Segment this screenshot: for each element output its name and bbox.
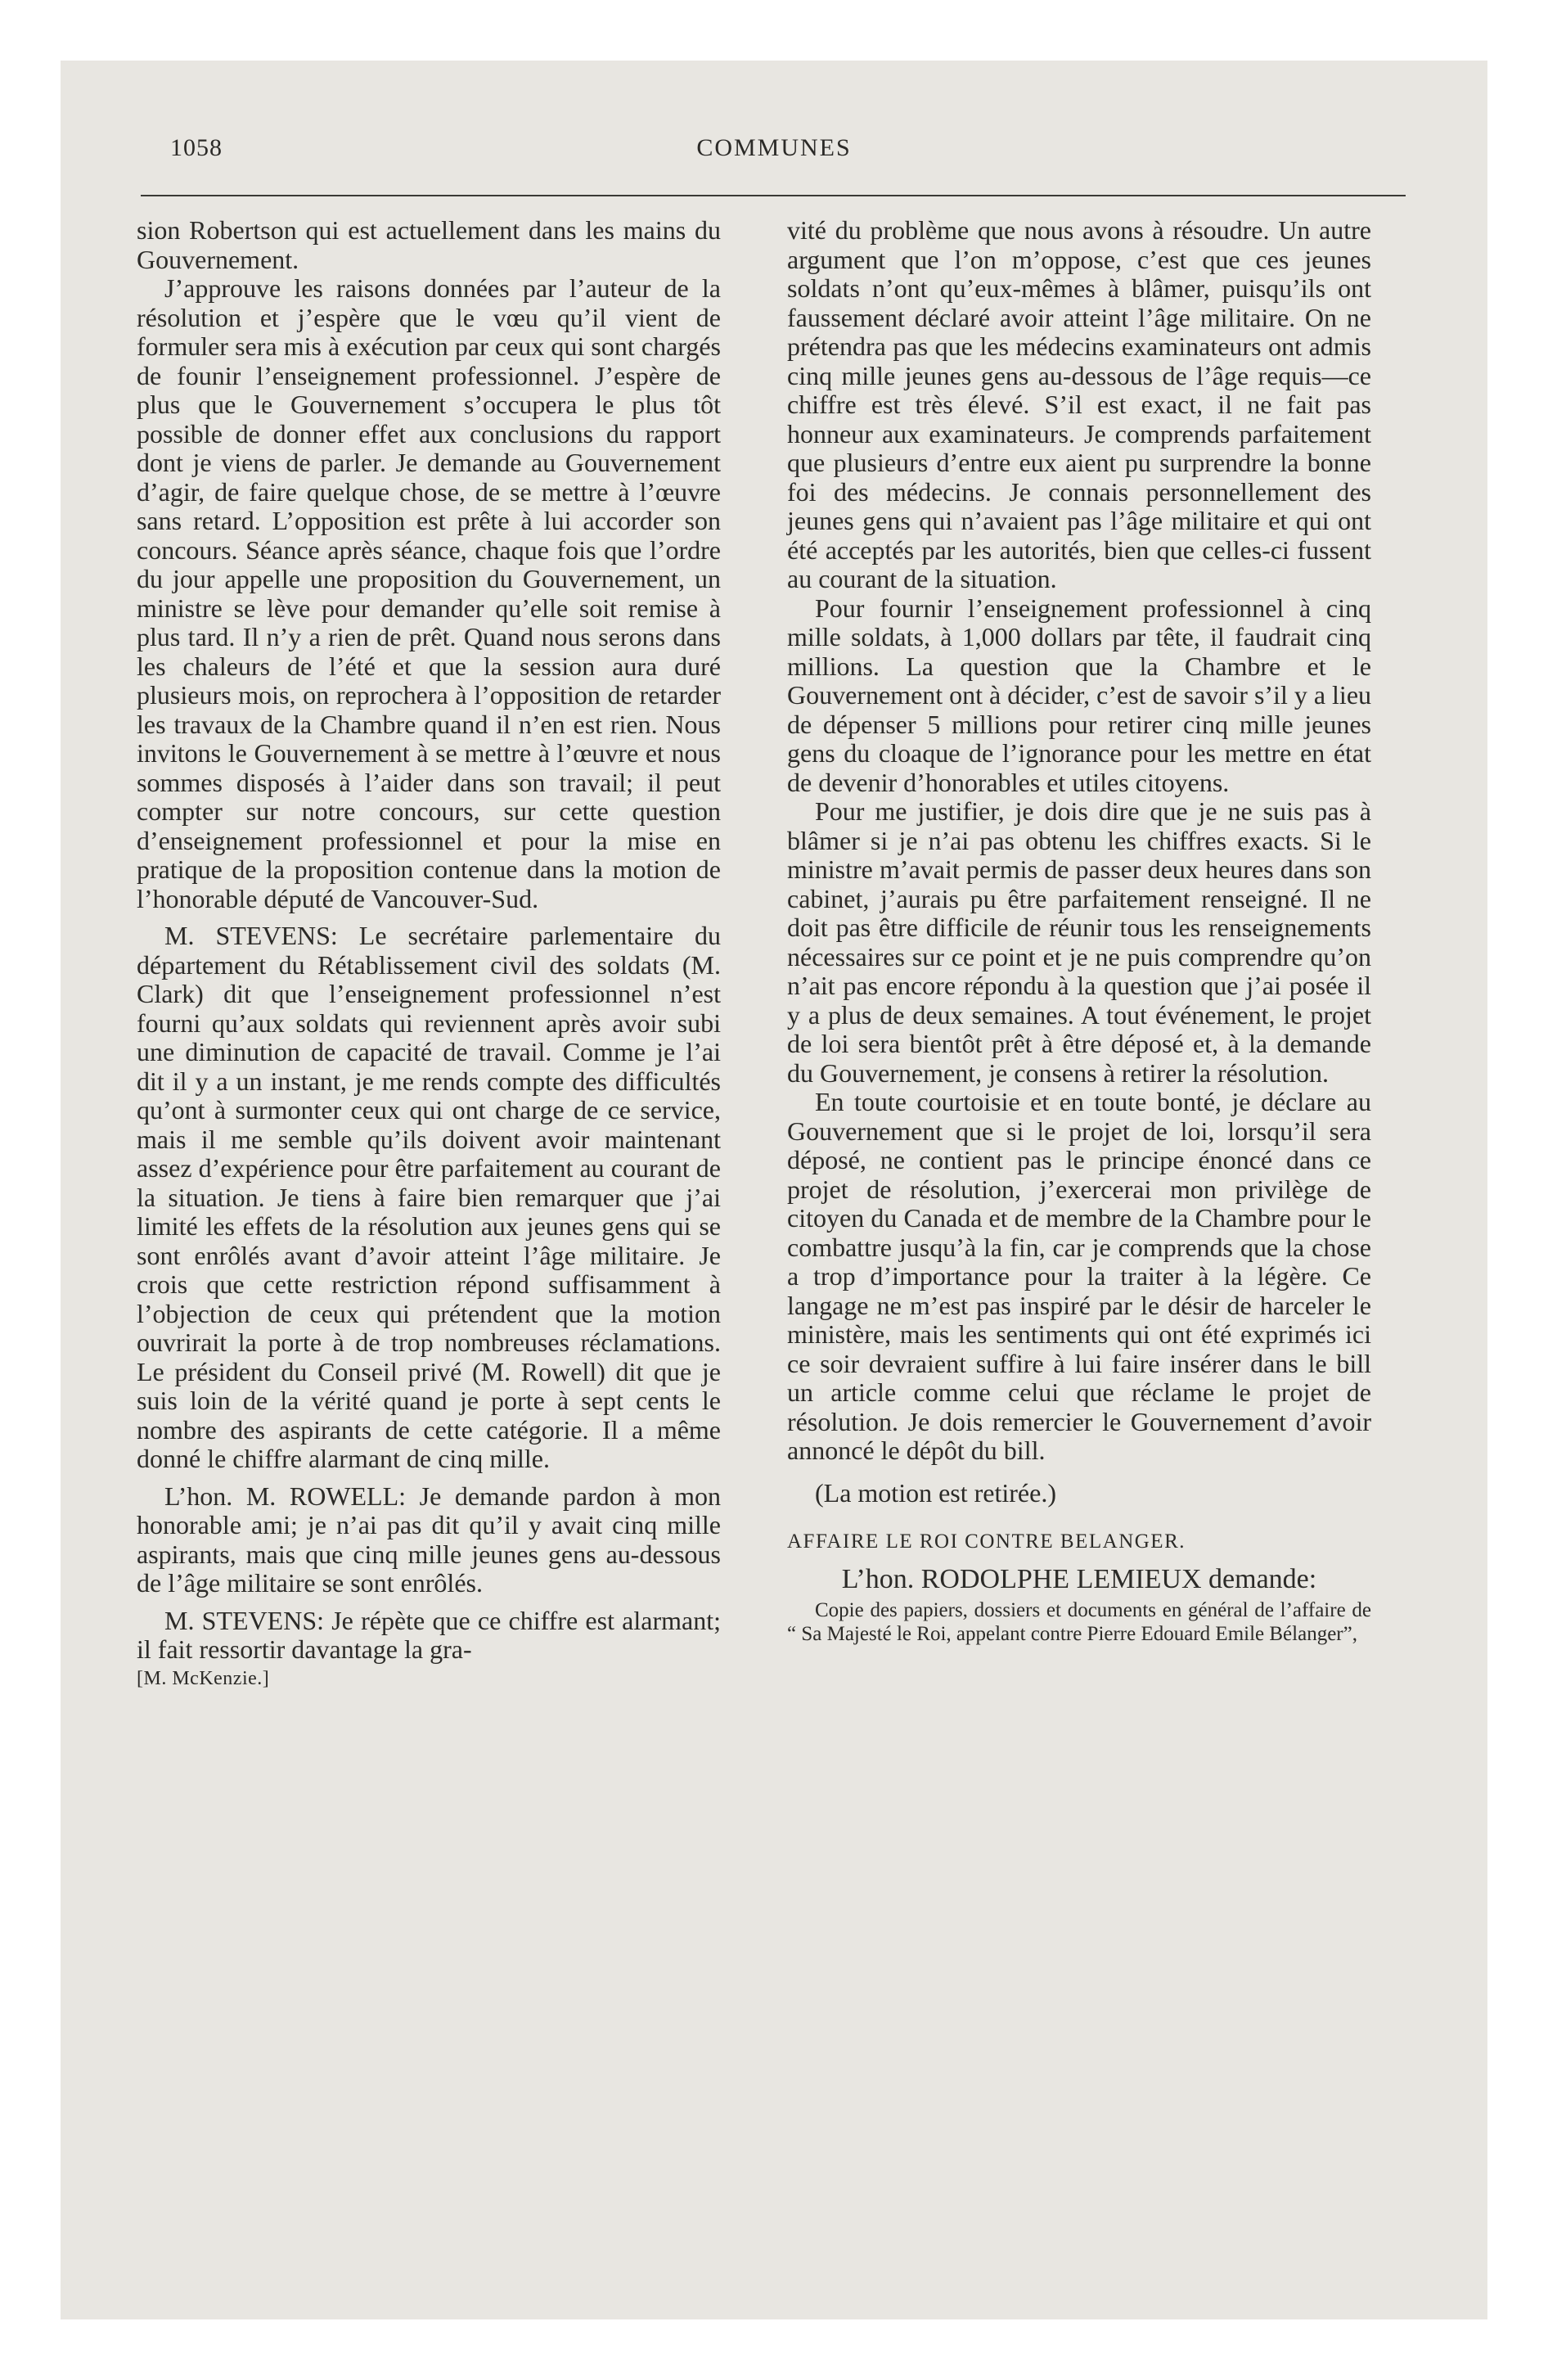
- section-heading: AFFAIRE LE ROI CONTRE BELANGER.: [787, 1530, 1186, 1553]
- footer-reference: [M. McKenzie.]: [137, 1667, 270, 1689]
- left-paragraph-3: M. STEVENS: Le secrétaire parlementaire du département du Rétablissement civil des soldats (M. Clark) dit que l’enseignement professionnel n’est fourni qu’aux soldats qui reviennent après avoir subi une diminution de capacité de travail. Comme je l’ai dit il y a un instant, je me rends compte des difficultés qu’ont à surmonter ceux qui ont charge de ce service, mais il me semble qu’ils doivent avoir maintenant assez d’expérience pour être parfaitement au courant de la situation. Je tiens à faire bien remarquer que j’ai limité les effets de la résolution aux jeunes gens qui se sont enrôlés avant d’avoir atteint l’âge militaire. Je crois que cette restriction répond suffisamment à l’objection de ceux qui prétendent que la motion ouvrirait la porte à de trop nombreuses réclamations. Le président du Conseil privé (M. Rowell) dit que je suis loin de la vérité quand je porte à sept cents le nombre des aspirants de cette catégorie. Il a même donné le chiffre alarmant de cinq mille.: [137, 921, 721, 1473]
- running-head: COMMUNES: [696, 134, 852, 161]
- left-paragraph-4: L’hon. M. ROWELL: Je demande pardon à mon honorable ami; je n’ai pas dit qu’il y avait cinq mille aspirants, mais que cinq mille jeunes gens au-dessous de l’âge militaire se sont enrôlés.: [137, 1481, 721, 1598]
- closing-text: Copie des papiers, dossiers et documents en général de l’affaire de “ Sa Majesté le Roi, appelant contre Pierre Edouard Emile Bélanger”,: [787, 1599, 1371, 1645]
- right-paragraph-1: vité du problème que nous avons à résoudre. Un autre argument que l’on m’oppose, c’est que ces jeunes soldats n’ont qu’eux-mêmes à blâmer, puisqu’ils ont faussement déclaré avoir atteint l’âge militaire. On ne prétendra pas que les médecins examinateurs ont admis cinq mille jeunes gens au-dessous de l’âge requis—ce chiffre est très élevé. S’il est exact, il ne fait pas honneur aux examinateurs. Je comprends parfaitement que plusieurs d’entre eux aient pu surprendre la bonne foi des médecins. Je connais personnellement des jeunes gens qui n’avaient pas l’âge militaire et qui ont été acceptés par les autorités, bien que celles-ci fussent au courant de la situation.: [787, 215, 1371, 593]
- left-paragraph-1: sion Robertson qui est actuellement dans les mains du Gouvernement.: [137, 215, 721, 274]
- header-rule: [141, 195, 1406, 196]
- motion-note: (La motion est retirée.): [815, 1477, 1056, 1508]
- left-paragraph-5: M. STEVENS: Je répète que ce chiffre est alarmant; il fait ressortir davantage la gra-: [137, 1605, 721, 1664]
- right-paragraph-4: En toute courtoisie et en toute bonté, je déclare au Gouvernement que si le projet de loi, lorsqu’il sera déposé, ne contient pas le principe énoncé dans ce projet de résolution, j’exercerai mon privilège de citoyen du Canada et de membre de la Chambre pour le combattre jusqu’à la fin, car je comprends que la chose a trop d’importance pour la traiter à la légère. Ce langage ne m’est pas inspiré par le désir de harceler le ministère, mais les sentiments qui ont été exprimés ici ce soir devraient suffire à lui faire insérer dans le bill un article comme celui que réclame le projet de résolution. Je dois remercier le Gouvernement d’avoir annoncé le dépôt du bill.: [787, 1087, 1371, 1465]
- page-number: 1058: [170, 134, 223, 161]
- left-paragraph-2: J’approuve les raisons données par l’auteur de la résolution et j’espère que le vœu qu’il vient de formuler sera mis à exécution par ceux qui sont chargés de founir l’enseignement professionnel. J’espère de plus que le Gouvernement s’occupera le plus tôt possible de donner effet aux conclusions du rapport dont je viens de parler. Je demande au Gouvernement d’agir, de faire quelque chose, de se mettre à l’œuvre sans retard. L’opposition est prête à lui accorder son concours. Séance après séance, chaque fois que l’ordre du jour appelle une proposition du Gouvernement, un ministre se lève pour demander qu’elle soit remise à plus tard. Il n’y a rien de prêt. Quand nous serons dans les chaleurs de l’été et que la session aura duré plusieurs mois, on reprochera à l’opposition de retarder les travaux de la Chambre quand il n’en est rien. Nous invitons le Gouvernement à se mettre à l’œuvre et nous sommes disposés à l’aider dans son travail; il peut compter sur notre concours, sur cette question d’enseignement professionnel et pour la mise en pratique de la proposition contenue dans la motion de l’honorable député de Vancouver-Sud.: [137, 273, 721, 913]
- right-column: [787, 216, 1371, 1646]
- scanned-page: [61, 61, 1487, 2319]
- right-paragraph-2: Pour fournir l’enseignement professionnel à cinq mille soldats, à 1,000 dollars par tête, il faudrait cinq millions. La question que la Chambre et le Gouvernement ont à décider, c’est de savoir s’il y a lieu de dépenser 5 millions pour retirer cinq mille jeunes gens du cloaque de l’ignorance pour les mettre en état de devenir d’honorables et utiles citoyens.: [787, 593, 1372, 797]
- left-column: [137, 216, 721, 1693]
- speaker-line: L’hon. RODOLPHE LEMIEUX demande:: [841, 1563, 1317, 1594]
- right-paragraph-3: Pour me justifier, je dois dire que je ne suis pas à blâmer si je n’ai pas obtenu les chiffres exacts. Si le ministre m’avait permis de passer deux heures dans son cabinet, j’aurais pu être parfaitement renseigné. Il ne doit pas être difficile de réunir tous les renseignements nécessaires sur ce point et je ne puis comprendre qu’on n’ait pas encore répondu à la question que j’ai posée il y a plus de deux semaines. A tout événement, le projet de loi sera bientôt prêt à être déposé et, à la demande du Gouvernement, je consens à retirer la résolution.: [787, 796, 1371, 1088]
